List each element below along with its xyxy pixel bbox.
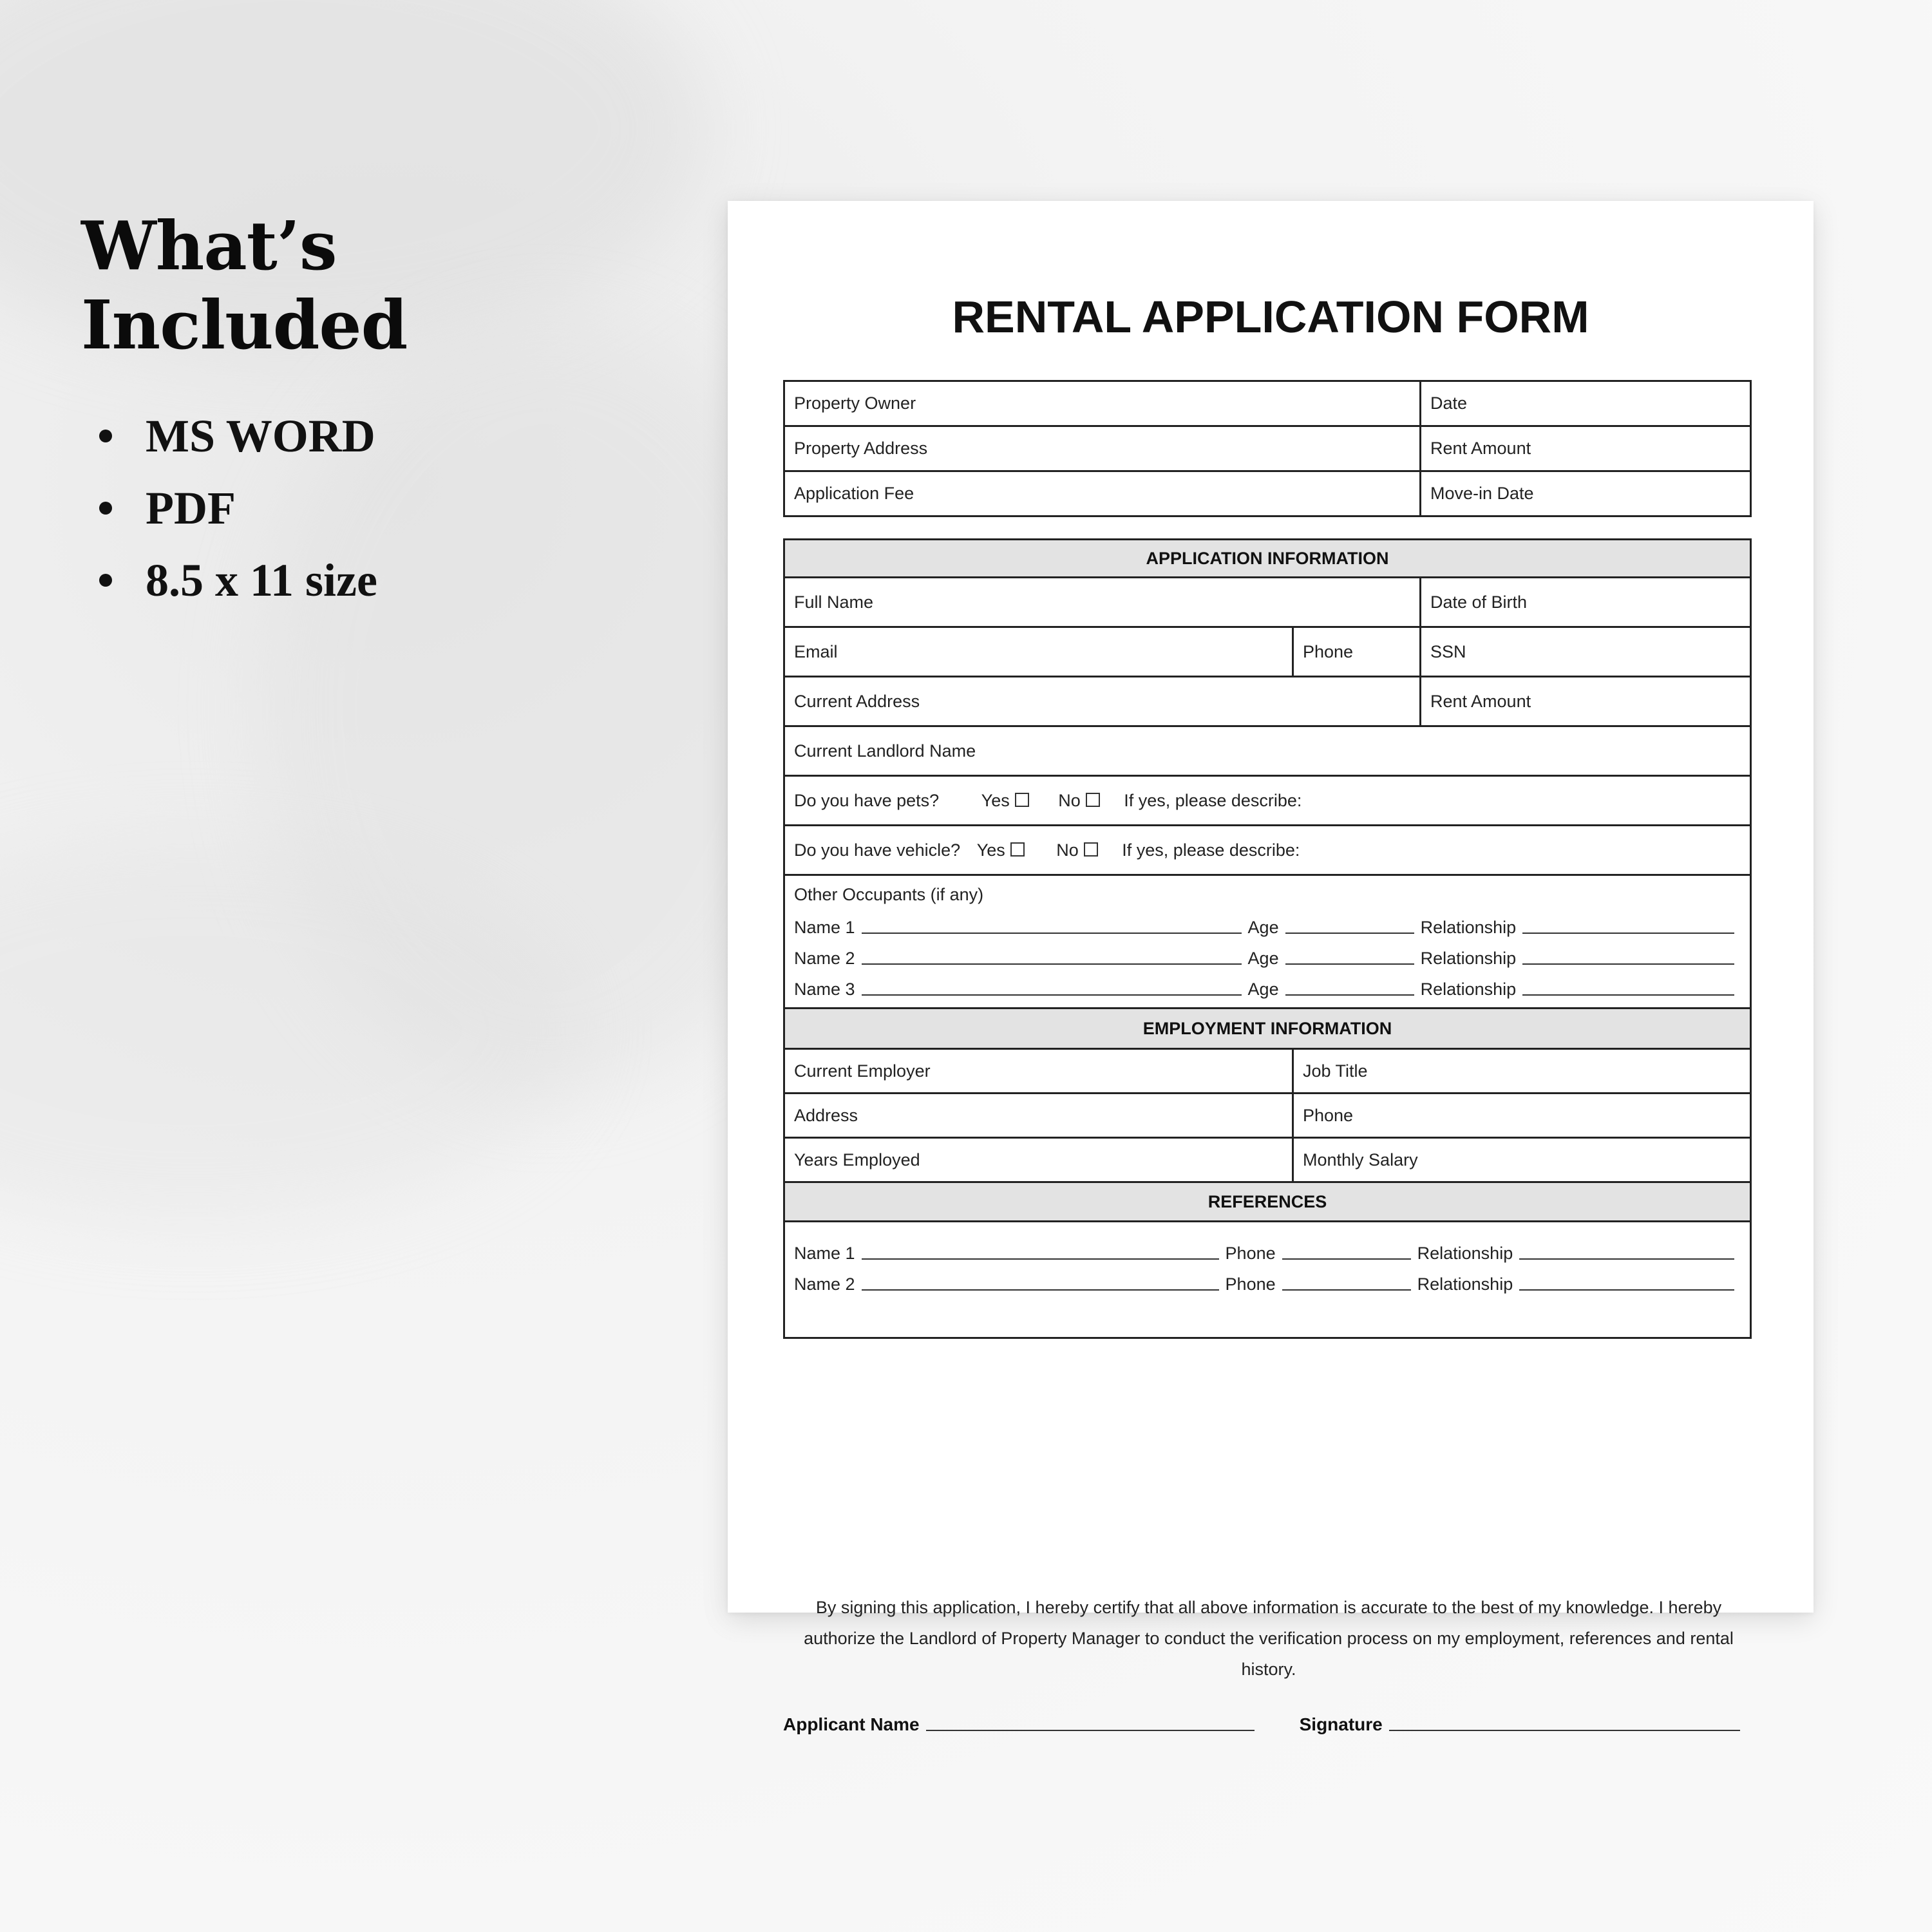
pets-row bbox=[784, 776, 1751, 826]
pets-yes-checkbox[interactable] bbox=[1015, 793, 1029, 807]
vehicle-no-checkbox[interactable] bbox=[1084, 842, 1098, 857]
signature-row bbox=[783, 1714, 1752, 1735]
occupant-row: Name 2 Age Relationship bbox=[794, 938, 1741, 969]
date-field[interactable]: Date bbox=[1421, 381, 1751, 426]
rent-amount-field[interactable]: Rent Amount bbox=[1421, 426, 1751, 471]
reference-row: Name 2 Phone Relationship bbox=[794, 1264, 1741, 1294]
occupant-1-name-line[interactable] bbox=[862, 933, 1242, 934]
pets-yes-label: Yes bbox=[981, 790, 1010, 810]
bullet-icon bbox=[99, 430, 112, 442]
occupant-1-relationship-line[interactable] bbox=[1522, 933, 1734, 934]
included-list bbox=[81, 400, 661, 616]
occupant-3-name-line[interactable] bbox=[862, 994, 1242, 996]
occupant-2-name-line[interactable] bbox=[862, 963, 1242, 965]
full-name-field[interactable]: Full Name bbox=[784, 578, 1421, 627]
employer-address-field[interactable]: Address bbox=[784, 1094, 1293, 1138]
current-address-field[interactable]: Current Address bbox=[784, 677, 1421, 726]
employer-phone-field[interactable]: Phone bbox=[1293, 1094, 1751, 1138]
occupant-row: Name 1 Age Relationship bbox=[794, 907, 1741, 938]
occupant-2-relationship-line[interactable] bbox=[1522, 963, 1734, 965]
vehicle-no-label: No bbox=[1056, 840, 1079, 860]
references-cell bbox=[784, 1222, 1751, 1338]
current-employer-field[interactable]: Current Employer bbox=[784, 1049, 1293, 1094]
application-fee-field[interactable]: Application Fee bbox=[784, 471, 1421, 516]
reference-2-phone-line[interactable] bbox=[1282, 1289, 1411, 1291]
applicant-name-line[interactable] bbox=[926, 1730, 1255, 1731]
property-info-table bbox=[783, 380, 1752, 517]
pets-describe-label: If yes, please describe: bbox=[1124, 790, 1302, 810]
reference-1-name-line[interactable] bbox=[862, 1258, 1219, 1260]
pets-question: Do you have pets? bbox=[794, 790, 940, 810]
application-information-heading: APPLICATION INFORMATION bbox=[784, 540, 1751, 578]
occupant-1-age-line[interactable] bbox=[1285, 933, 1414, 934]
reference-row: Name 1 Phone Relationship bbox=[794, 1233, 1741, 1264]
signature-line[interactable] bbox=[1389, 1730, 1740, 1731]
occupant-2-age-line[interactable] bbox=[1285, 963, 1414, 965]
reference-1-phone-line[interactable] bbox=[1282, 1258, 1411, 1260]
main-form-table bbox=[783, 538, 1752, 1339]
rental-form-page bbox=[728, 201, 1814, 1734]
applicant-name-label: Applicant Name bbox=[783, 1714, 920, 1734]
occupant-3-relationship-line[interactable] bbox=[1522, 994, 1734, 996]
occupant-3-age-line[interactable] bbox=[1285, 994, 1414, 996]
whats-included-panel bbox=[81, 206, 661, 616]
whats-included-title: What’s Included bbox=[81, 206, 408, 365]
certification-statement: By signing this application, I hereby certify that all above information is accurate to the best of my knowledge. I hereby authorize the Landlord of Property Manager to conduct the verification process on my employment, references and rental history. bbox=[804, 1598, 1734, 1679]
vehicle-question: Do you have vehicle? bbox=[794, 840, 961, 860]
bullet-icon bbox=[99, 574, 112, 587]
ssn-field[interactable]: SSN bbox=[1421, 627, 1751, 677]
move-in-date-field[interactable]: Move-in Date bbox=[1421, 471, 1751, 516]
property-owner-field[interactable]: Property Owner bbox=[784, 381, 1421, 426]
property-address-field[interactable]: Property Address bbox=[784, 426, 1421, 471]
vehicle-row bbox=[784, 826, 1751, 875]
other-occupants-label: Other Occupants (if any) bbox=[794, 885, 984, 904]
job-title-field[interactable]: Job Title bbox=[1293, 1049, 1751, 1094]
current-landlord-field[interactable]: Current Landlord Name bbox=[784, 726, 1751, 776]
included-item-ms-word: MS WORD bbox=[81, 400, 661, 472]
pets-no-checkbox[interactable] bbox=[1086, 793, 1100, 807]
bullet-icon bbox=[99, 502, 112, 515]
pets-no-label: No bbox=[1058, 790, 1081, 810]
vehicle-yes-label: Yes bbox=[976, 840, 1005, 860]
form-title: RENTAL APPLICATION FORM bbox=[952, 292, 1589, 342]
reference-2-name-line[interactable] bbox=[862, 1289, 1219, 1291]
other-occupants-cell bbox=[784, 875, 1751, 1009]
monthly-salary-field[interactable]: Monthly Salary bbox=[1293, 1138, 1751, 1182]
included-item-size: 8.5 x 11 size bbox=[81, 544, 661, 616]
phone-field[interactable]: Phone bbox=[1293, 627, 1421, 677]
signature-label: Signature bbox=[1299, 1714, 1383, 1734]
vehicle-describe-label: If yes, please describe: bbox=[1122, 840, 1300, 860]
years-employed-field[interactable]: Years Employed bbox=[784, 1138, 1293, 1182]
date-of-birth-field[interactable]: Date of Birth bbox=[1421, 578, 1751, 627]
reference-1-relationship-line[interactable] bbox=[1519, 1258, 1734, 1260]
employment-information-heading: EMPLOYMENT INFORMATION bbox=[784, 1009, 1751, 1049]
email-field[interactable]: Email bbox=[784, 627, 1293, 677]
references-heading: REFERENCES bbox=[784, 1182, 1751, 1222]
reference-2-relationship-line[interactable] bbox=[1519, 1289, 1734, 1291]
current-rent-amount-field[interactable]: Rent Amount bbox=[1421, 677, 1751, 726]
occupant-row: Name 3 Age Relationship bbox=[794, 969, 1741, 999]
included-item-pdf: PDF bbox=[81, 472, 661, 544]
vehicle-yes-checkbox[interactable] bbox=[1010, 842, 1025, 857]
